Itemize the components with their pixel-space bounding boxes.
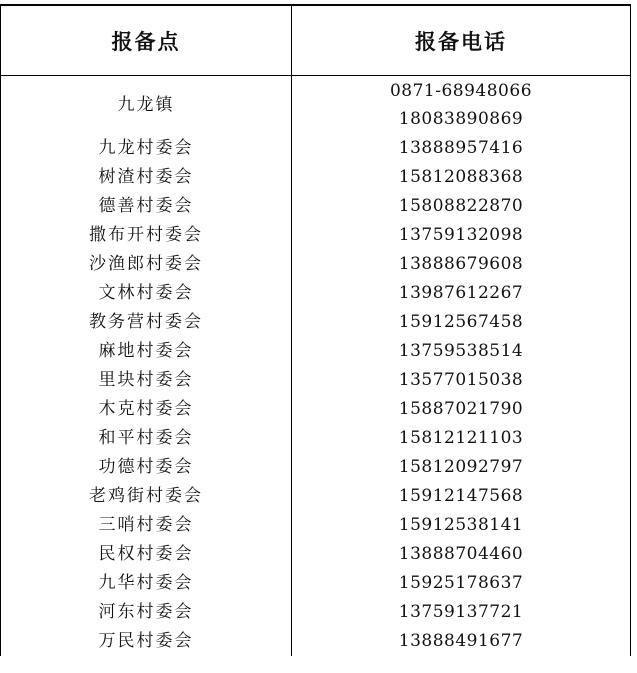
header-row	[1, 5, 631, 76]
table-row	[1, 221, 631, 250]
place-cell: 教务营村委会	[1, 308, 292, 337]
phone-cell: 13759132098	[292, 221, 631, 250]
table-row	[1, 482, 631, 511]
place-cell: 九龙村委会	[1, 134, 292, 163]
table-row	[1, 569, 631, 598]
place-cell: 树渣村委会	[1, 163, 292, 192]
place-cell: 九龙镇	[1, 76, 292, 135]
table-row	[1, 192, 631, 221]
phone-cell: 13888679608	[292, 250, 631, 279]
phone-cell: 15925178637	[292, 569, 631, 598]
phone-cell: 13577015038	[292, 366, 631, 395]
phone-cell: 13759538514	[292, 337, 631, 366]
place-cell: 木克村委会	[1, 395, 292, 424]
phone-cell: 13888957416	[292, 134, 631, 163]
table-row	[1, 134, 631, 163]
table-row	[1, 511, 631, 540]
place-cell: 河东村委会	[1, 598, 292, 627]
place-cell: 万民村委会	[1, 627, 292, 656]
phone-cell: 15912538141	[292, 511, 631, 540]
table-row	[1, 76, 631, 135]
table-row	[1, 279, 631, 308]
header-phone: 报备电话	[292, 5, 631, 76]
phone-cell: 13888491677	[292, 627, 631, 656]
place-cell: 九华村委会	[1, 569, 292, 598]
table-row	[1, 337, 631, 366]
phone-cell: 13987612267	[292, 279, 631, 308]
phone-cell: 13759137721	[292, 598, 631, 627]
place-cell: 撒布开村委会	[1, 221, 292, 250]
table-row	[1, 395, 631, 424]
table-row	[1, 366, 631, 395]
phone-cell: 15887021790	[292, 395, 631, 424]
place-cell: 文林村委会	[1, 279, 292, 308]
table-row	[1, 250, 631, 279]
phone-cell: 15812121103	[292, 424, 631, 453]
place-cell: 老鸡街村委会	[1, 482, 292, 511]
table-row	[1, 163, 631, 192]
place-cell: 和平村委会	[1, 424, 292, 453]
table-row	[1, 308, 631, 337]
table-row	[1, 598, 631, 627]
phone-cell: 15812088368	[292, 163, 631, 192]
phone-cell: 15912567458	[292, 308, 631, 337]
phone-cell: 15808822870	[292, 192, 631, 221]
phone-line: 0871-68948066	[389, 81, 533, 101]
phone-line: 18083890869	[398, 109, 524, 129]
place-cell: 功德村委会	[1, 453, 292, 482]
phone-cell: 15812092797	[292, 453, 631, 482]
table-row	[1, 627, 631, 656]
header-place: 报备点	[1, 5, 292, 76]
place-cell: 民权村委会	[1, 540, 292, 569]
phone-cell: 13888704460	[292, 540, 631, 569]
phone-cell	[292, 76, 631, 135]
place-cell: 三哨村委会	[1, 511, 292, 540]
table-row	[1, 424, 631, 453]
table-row	[1, 540, 631, 569]
phone-cell: 15912147568	[292, 482, 631, 511]
place-cell: 麻地村委会	[1, 337, 292, 366]
place-cell: 里块村委会	[1, 366, 292, 395]
registry-table	[0, 4, 631, 656]
place-cell: 德善村委会	[1, 192, 292, 221]
place-cell: 沙渔郎村委会	[1, 250, 292, 279]
table-row	[1, 453, 631, 482]
